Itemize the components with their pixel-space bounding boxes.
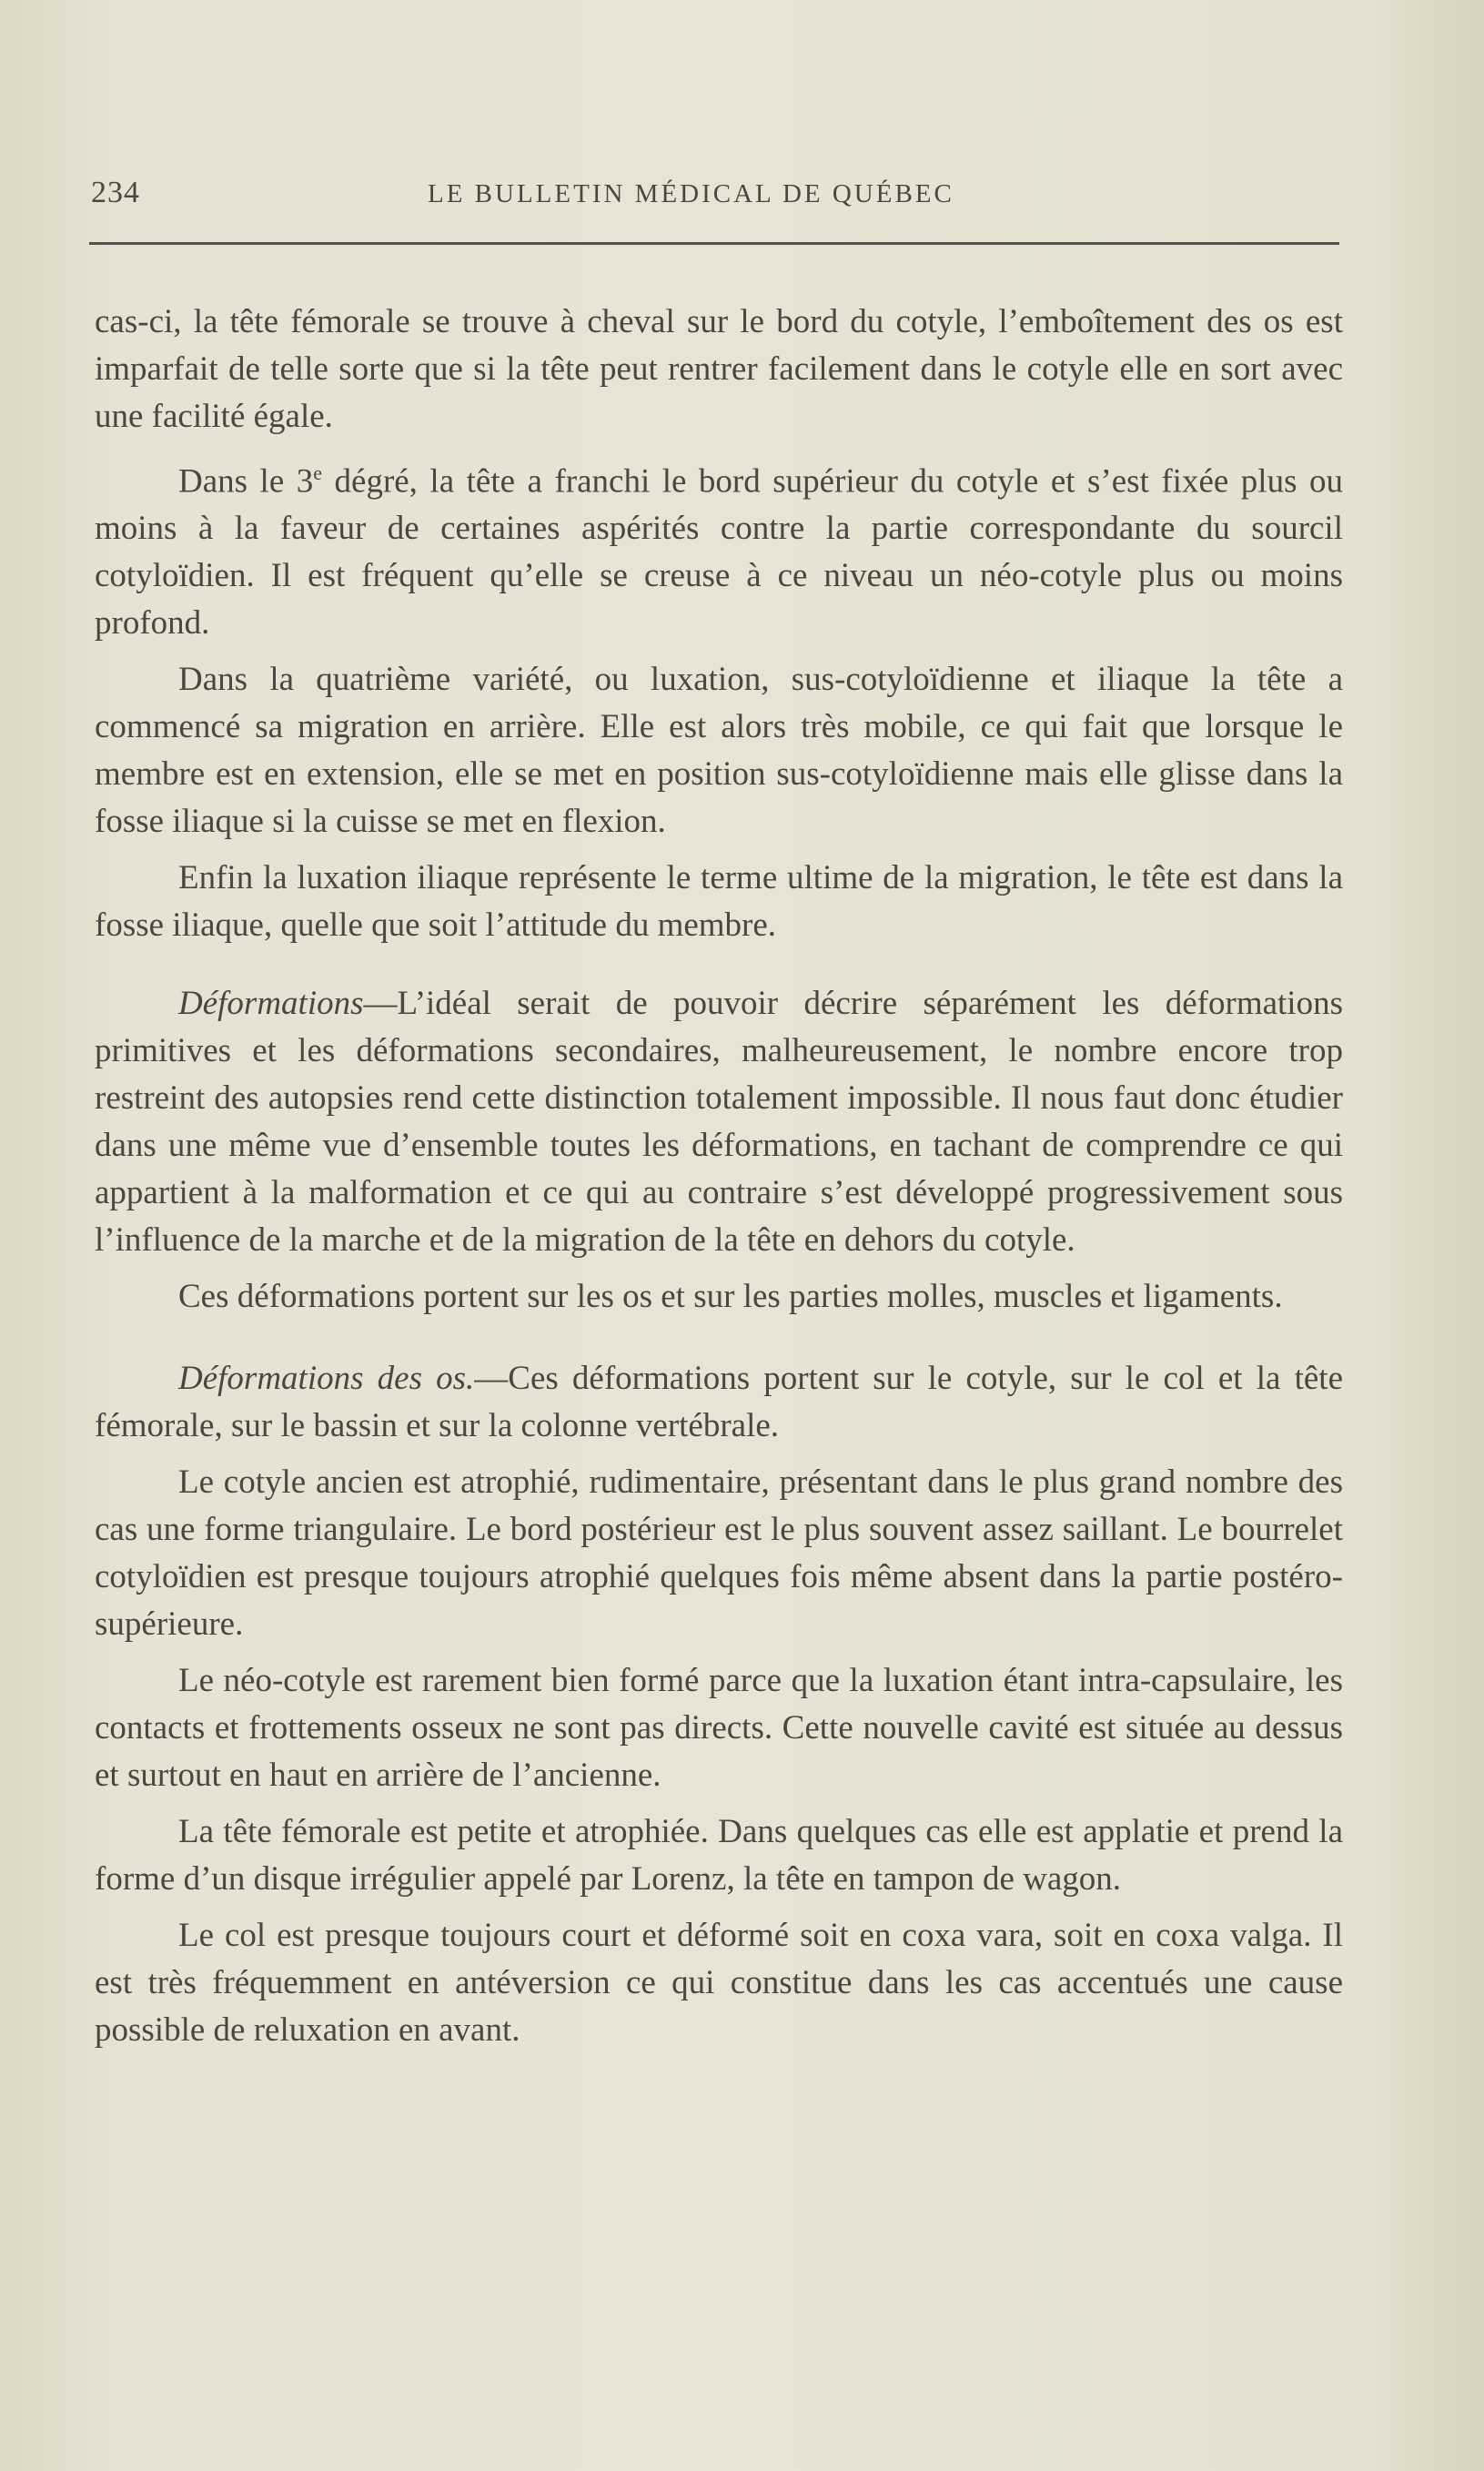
paragraph-bone-deformations bbox=[95, 1355, 1343, 1450]
paragraph-deformations-scope: Ces déformations portent sur les os et sur les parties molles, muscles et ligaments. bbox=[178, 1278, 1283, 1316]
header-rule bbox=[89, 242, 1339, 245]
paragraph-old-cotyle: Le cotyle ancien est atrophié, rudimentaire, présentant dans le plus grand nombre des cas une forme triangulaire. Le bord postérieur est le plus souvent assez saillant. Le bourrelet cotyloïdien est presque toujours atrophié quelques fois même absent dans la partie postéro-supérieure. bbox=[95, 1463, 1343, 1644]
page-number: 234 bbox=[91, 176, 140, 209]
paragraph-iliac-luxation: Enfin la luxation iliaque représente le terme ultime de la migration, le tête est dans la fosse iliaque, quelle que soit l’attitude du membre. bbox=[95, 859, 1343, 945]
paragraph-text: Dans le 3 bbox=[178, 462, 314, 501]
paragraph-neo-cotyle: Le néo-cotyle est rarement bien formé parce que la luxation étant intra-capsulaire, les contacts et frottements osseux ne sont pas directs. Cette nouvelle cavité est située au dessus et surtout en haut en arrière de l’ancienne. bbox=[95, 1662, 1343, 1795]
paragraph-femoral-neck: Le col est presque toujours court et déformé soit en coxa vara, soit en coxa valga. Il est très fréquemment en antéversion ce qui constitue dans les cas accentués une cause possible de reluxation en avant. bbox=[95, 1917, 1343, 2050]
paragraph-femoral-head: La tête fémorale est petite et atrophiée. Dans quelques cas elle est applatie et prend la forme d’un disque irrégulier appelé par Lorenz, la tête en tampon de wagon. bbox=[95, 1813, 1343, 1899]
section-heading: Déformations bbox=[178, 985, 364, 1023]
paragraph-continuation: cas-ci, la tête fémorale se trouve à cheval sur le bord du cotyle, l’emboîtement des os est imparfait de telle sorte que si la tête peut rentrer facilement dans le cotyle elle en sort avec une facilité égale. bbox=[95, 303, 1343, 435]
body-text bbox=[95, 299, 1343, 2063]
paragraph-deformations bbox=[95, 980, 1343, 1264]
section-heading: Déformations des os. bbox=[178, 1360, 475, 1398]
paragraph-text: —Ces déformations portent sur le cotyle, sur le col et la tête fémorale, sur le bassin et sur la colonne vertébrale. bbox=[95, 1360, 1343, 1445]
ordinal-superscript: e bbox=[313, 461, 323, 484]
paragraph-text: —L’idéal serait de pouvoir décrire séparément les déformations primitives et les déformations secondaires, malheureusement, le nombre encore trop restreint des autopsies rend cette distinction totalement impossible. Il nous faut donc étudier dans une même vue d’ensemble toutes les déformations, en tachant de comprendre ce qui appartient à la malformation et ce qui au contraire s’est développé progressivement sous l’influence de la marche et de la migration de la tête en dehors du cotyle. bbox=[95, 985, 1343, 1260]
paragraph-text: dégré, la tête a franchi le bord supérieur du cotyle et s’est fixée plus ou moins à la faveur de certaines aspérités contre la partie correspondante du sourcil cotyloïdien. Il est fréquent qu’elle se creuse à ce niveau un néo-cotyle plus ou moins profond. bbox=[95, 462, 1343, 643]
paragraph-third-degree bbox=[95, 450, 1343, 647]
paragraph-fourth-variety: Dans la quatrième variété, ou luxation, sus-cotyloïdienne et iliaque la tête a commencé sa migration en arrière. Elle est alors très mobile, ce qui fait que lorsque le membre est en extension, elle se met en position sus-cotyloïdienne mais elle glisse dans la fosse iliaque si la cuisse se met en flexion. bbox=[95, 661, 1343, 841]
page-header bbox=[91, 176, 1338, 221]
running-head: LE BULLETIN MÉDICAL DE QUÉBEC bbox=[428, 179, 954, 208]
